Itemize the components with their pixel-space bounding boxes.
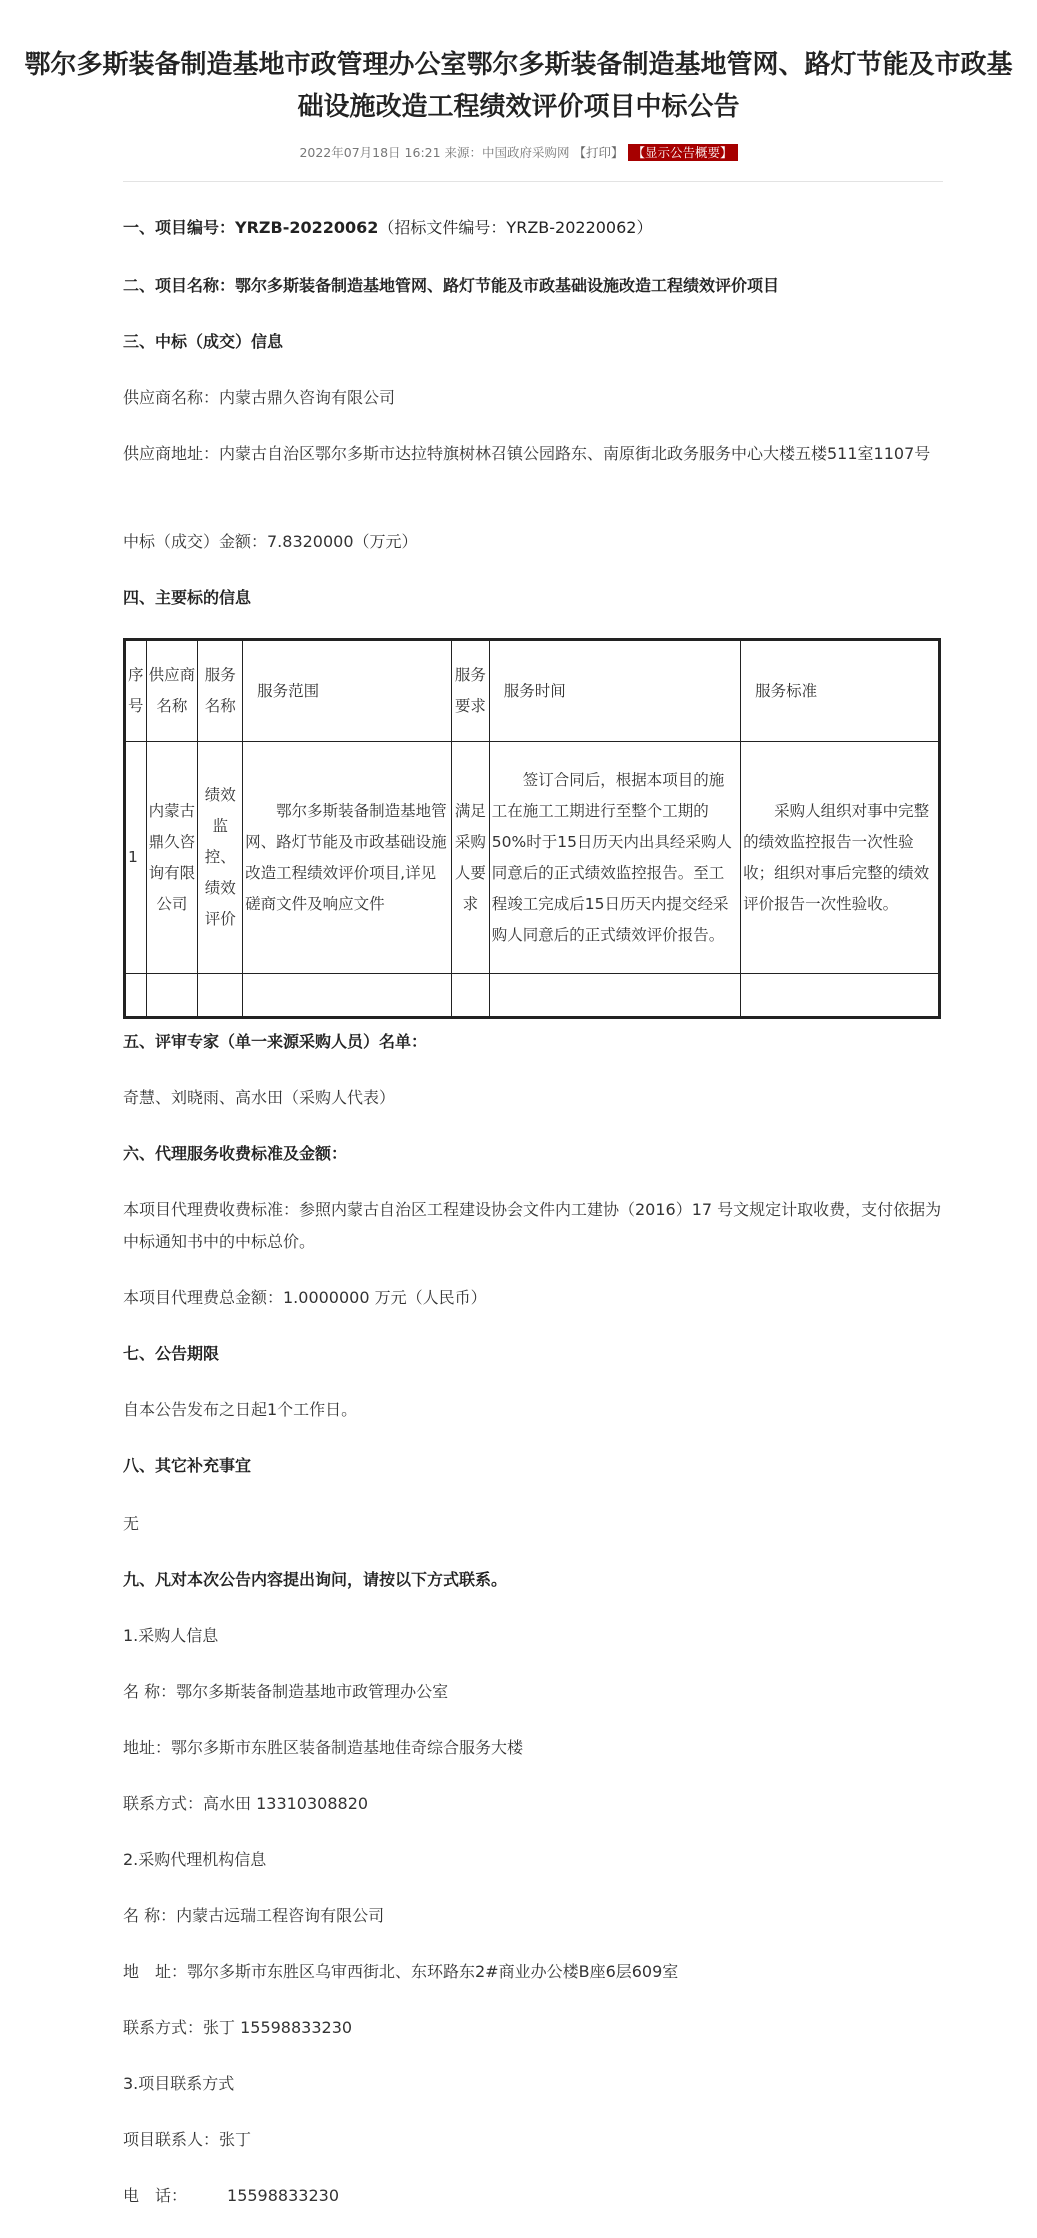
section-main-subject: 四、主要标的信息 [123,588,252,607]
project-contact-person: 项目联系人：张丁 [123,2130,252,2149]
header-requirement: 服务要求 [451,640,489,742]
page-title: 鄂尔多斯装备制造基地市政管理办公室鄂尔多斯装备制造基地管网、路灯节能及市政基础设施改造工程绩效评价项目中标公告 [24,50,1013,122]
header-supplier: 供应商名称 [146,640,198,742]
section-contact: 九、凡对本次公告内容提出询问，请按以下方式联系。 [123,1570,508,1589]
phone-value: 15598833230 [227,2186,339,2205]
cell-no: 1 [125,742,147,974]
agency-address: 地 址：鄂尔多斯市东胜区乌审西街北、东环路东2#商业办公楼B座6层609室 [123,1962,679,1981]
phone-label: 电 话： [123,2186,188,2205]
publish-date: 2022年07月18日 16:21 [299,145,441,160]
agency-heading: 2.采购代理机构信息 [123,1850,267,1869]
section-agency-fee: 六、代理服务收费标准及金额： [123,1144,348,1163]
fee-total: 本项目代理费总金额：1.0000000 万元（人民币） [123,1288,487,1307]
section-announcement-period: 七、公告期限 [123,1344,220,1363]
purchaser-heading: 1.采购人信息 [123,1626,219,1645]
section-award-info: 三、中标（成交）信息 [123,332,284,351]
purchaser-name: 名 称：鄂尔多斯装备制造基地市政管理办公室 [123,1682,449,1701]
cell-supplier: 内蒙古鼎久咨询有限公司 [146,742,198,974]
project-contact-heading: 3.项目联系方式 [123,2074,235,2093]
project-phone [123,2180,339,2212]
divider [123,181,943,182]
agency-name: 名 称：内蒙古远瑞工程咨询有限公司 [123,1906,385,1925]
section-other-matters: 八、其它补充事宜 [123,1456,252,1475]
purchaser-address: 地址：鄂尔多斯市东胜区装备制造基地佳奇综合服务大楼 [123,1738,524,1757]
header-standard: 服务标准 [741,640,940,742]
bid-info-table [123,638,941,1019]
cell-standard: 采购人组织对事中完整的绩效监控报告一次性验收；组织对事后完整的绩效评价报告一次性验收。 [741,742,940,974]
header-time: 服务时间 [489,640,740,742]
cell-scope: 鄂尔多斯装备制造基地管网、路灯节能及市政基础设施改造工程绩效评价项目,详见磋商文件及响应文件 [243,742,452,974]
purchaser-contact: 联系方式：高水田 13310308820 [123,1794,369,1813]
print-link[interactable]: 【打印】 [573,145,624,160]
cell-service-name: 绩效监控、绩效评价 [198,742,243,974]
meta-line [0,143,1037,163]
table-row [125,742,940,974]
section-project-number [123,212,652,244]
section-experts: 五、评审专家（单一来源采购人员）名单： [123,1032,428,1051]
header-service-name: 服务名称 [198,640,243,742]
project-number: 一、项目编号：YRZB-20220062 [123,218,379,237]
table-empty-row [125,974,940,1018]
tender-number-note: （招标文件编号：YRZB-20220062） [378,218,653,237]
fee-standard: 本项目代理费收费标准：参照内蒙古自治区工程建设协会文件内工建协（2016）17 号文规定计取收费，支付依据为中标通知书中的中标总价。 [123,1200,942,1251]
cell-requirement: 满足采购人要求 [451,742,489,974]
show-summary-button[interactable]: 【显示公告概要】 [628,144,738,161]
header-no: 序号 [125,640,147,742]
award-amount: 中标（成交）金额：7.8320000（万元） [123,532,418,551]
agency-contact: 联系方式：张丁 15598833230 [123,2018,353,2037]
other-matters: 无 [123,1514,140,1533]
supplier-address: 供应商地址：内蒙古自治区鄂尔多斯市达拉特旗树林召镇公园路东、南原街北政务服务中心大楼五楼511室1107号 [123,444,931,463]
header-scope: 服务范围 [243,640,452,742]
supplier-name: 供应商名称：内蒙古鼎久咨询有限公司 [123,388,396,407]
cell-time: 签订合同后，根据本项目的施工在施工工期进行至整个工期的50%时于15日历天内出具经采购人同意后的正式绩效监控报告。至工程竣工完成后15日历天内提交经采购人同意后的正式绩效评价报告。 [489,742,740,974]
announcement-period: 自本公告发布之日起1个工作日。 [123,1400,358,1419]
section-project-name: 二、项目名称：鄂尔多斯装备制造基地管网、路灯节能及市政基础设施改造工程绩效评价项目 [123,276,780,295]
experts-list: 奇慧、刘晓雨、高水田（采购人代表） [123,1088,396,1107]
table-header-row [125,640,940,742]
source-label: 来源：中国政府采购网 [444,145,570,160]
